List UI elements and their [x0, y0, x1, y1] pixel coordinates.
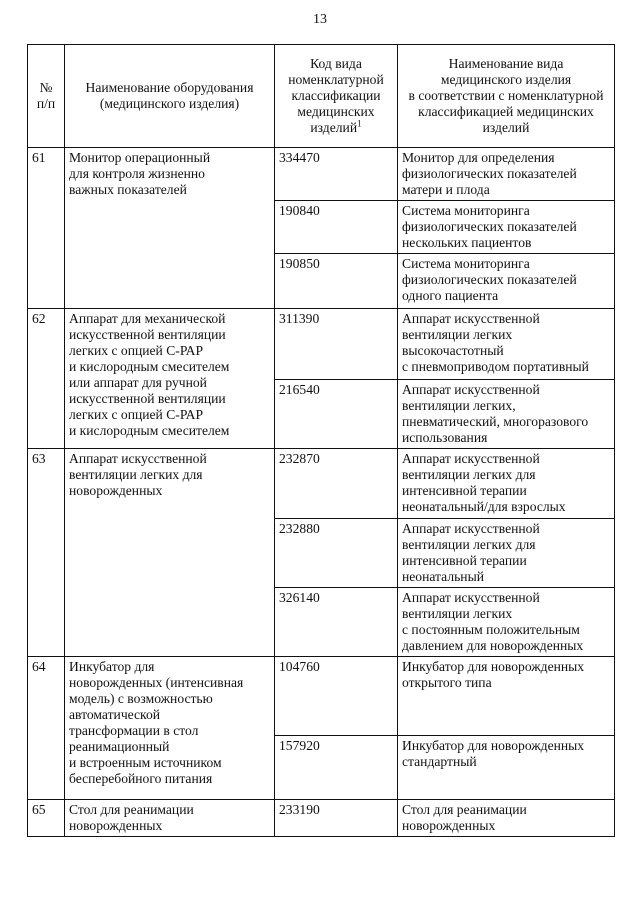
row-number: 64: [28, 657, 65, 800]
device-kind-name: Аппарат искусственной вентиляции легких, пневматический, многоразового использования: [398, 380, 615, 449]
nomenclature-code: 311390: [275, 309, 398, 380]
device-kind-name: Аппарат искусственной вентиляции легких для интенсивной терапии неонатальный/для взрослых: [398, 449, 615, 519]
nomenclature-code: 190850: [275, 254, 398, 309]
header-equipment-name: [65, 45, 275, 148]
device-kind-name: Монитор для определения физиологических показателей матери и плода: [398, 148, 615, 201]
equipment-name: Аппарат искусственной вентиляции легких для новорожденных: [65, 449, 275, 657]
equipment-name: Инкубатор для новорожденных (интенсивная модель) с возможностью автоматической трансформации в стол реанимационный и встроенным источником бесперебойного питания: [65, 657, 275, 800]
device-kind-name: Аппарат искусственной вентиляции легких с постоянным положительным давлением для новорожденных: [398, 588, 615, 657]
nomenclature-code: 233190: [275, 800, 398, 837]
header-row: [28, 45, 615, 148]
nomenclature-code: 157920: [275, 736, 398, 800]
device-kind-name: Инкубатор для новорожденных открытого типа: [398, 657, 615, 736]
device-kind-name: Аппарат искусственной вентиляции легких для интенсивной терапии неонатальный: [398, 519, 615, 588]
row-number: 61: [28, 148, 65, 309]
page-number: 13: [313, 12, 327, 27]
device-kind-name: Система мониторинга физиологических показателей одного пациента: [398, 254, 615, 309]
equipment-name: Аппарат для механической искусственной вентиляции легких с опцией С-РАР и кислородным смесителем или аппарат для ручной искусственной вентиляции легких с опцией С-РАР и кислородным смесителем: [65, 309, 275, 449]
nomenclature-code: 334470: [275, 148, 398, 201]
device-kind-name: Стол для реанимации новорожденных: [398, 800, 615, 837]
row-number: 62: [28, 309, 65, 449]
header-number-text: № п/п: [36, 80, 56, 111]
header-nomenclature-code: [275, 45, 398, 148]
table-row: [28, 800, 615, 837]
header-number: [28, 45, 65, 148]
header-device-kind: [398, 45, 615, 148]
nomenclature-code: 216540: [275, 380, 398, 449]
nomenclature-code: 232870: [275, 449, 398, 519]
nomenclature-code: 104760: [275, 657, 398, 736]
table-row: [28, 657, 615, 736]
table-row: [28, 309, 615, 380]
footnote-marker: 1: [357, 118, 362, 129]
row-number: 65: [28, 800, 65, 837]
device-kind-name: Инкубатор для новорожденных стандартный: [398, 736, 615, 800]
equipment-table: [27, 44, 615, 837]
header-device-kind-text: Наименование вида медицинского изделия в соответствии с номенклатурной классификацией медицинских изделий: [408, 56, 604, 135]
nomenclature-code: 326140: [275, 588, 398, 657]
header-equipment-name-text: Наименование оборудования (медицинского изделия): [85, 80, 254, 111]
nomenclature-code: 232880: [275, 519, 398, 588]
device-kind-name: Система мониторинга физиологических показателей нескольких пациентов: [398, 201, 615, 254]
nomenclature-code: 190840: [275, 201, 398, 254]
header-nomenclature-code-text: Код вида номенклатурной классификации медицинских изделий: [288, 56, 384, 135]
equipment-name: Монитор операционный для контроля жизненно важных показателей: [65, 148, 275, 309]
table-row: [28, 148, 615, 201]
device-kind-name: Аппарат искусственной вентиляции легких высокочастотный с пневмоприводом портативный: [398, 309, 615, 380]
equipment-name: Стол для реанимации новорожденных: [65, 800, 275, 837]
row-number: 63: [28, 449, 65, 657]
table-row: [28, 449, 615, 519]
table-body: [28, 148, 615, 837]
